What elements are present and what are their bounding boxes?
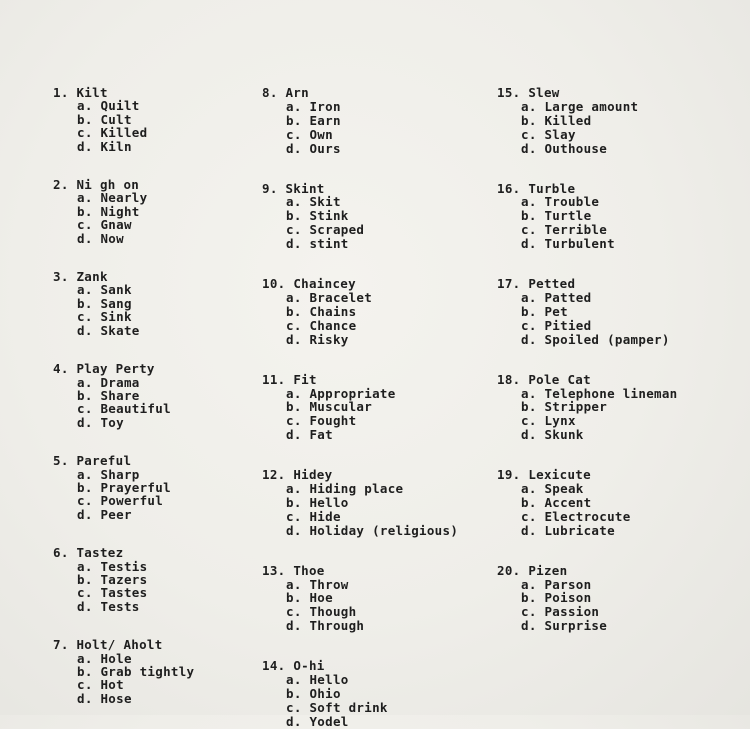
question-18 — [497, 373, 678, 443]
question-6 — [53, 546, 194, 613]
option-c: c. Electrocute — [521, 508, 631, 524]
option-a: a. Quilt — [77, 98, 140, 114]
option-b: b. Stink — [286, 208, 349, 224]
question-term: Fit — [293, 371, 317, 387]
option-b: b. Poison — [521, 590, 592, 606]
question-number: 11. — [262, 371, 286, 387]
option-b: b. Hoe — [286, 590, 333, 606]
option-d: d. Risky — [286, 331, 349, 347]
option-b: b. Grab tightly — [77, 664, 195, 679]
question-14 — [262, 659, 458, 729]
question-term: Skint — [285, 180, 325, 196]
option-d: d. Outhouse — [521, 140, 608, 156]
option-a: a. Hello — [286, 672, 349, 688]
option-b: b. Prayerful — [77, 479, 171, 495]
option-a: a. Sank — [77, 282, 132, 298]
option-list — [53, 468, 194, 522]
option-list — [262, 387, 458, 443]
question-title — [262, 564, 458, 578]
option-d: d. Through — [286, 618, 365, 634]
question-title — [497, 564, 678, 578]
question-number: 14. — [262, 658, 286, 674]
column-3 — [497, 86, 678, 633]
option-d: d. Spoiled (pamper) — [521, 331, 670, 347]
option-d: d. Surprise — [521, 618, 608, 634]
question-number: 20. — [497, 562, 521, 578]
question-term: Slew — [528, 85, 560, 100]
option-d: d. Skunk — [521, 427, 584, 443]
option-b: b. Share — [77, 387, 140, 403]
option-list — [497, 195, 678, 251]
question-term: Pole Cat — [528, 371, 591, 387]
option-c: c. Pitied — [521, 317, 592, 333]
option-b: b. Killed — [521, 112, 592, 128]
question-title — [262, 277, 458, 291]
option-a: a. Drama — [77, 374, 140, 390]
question-term: O-hi — [293, 658, 325, 674]
option-a: a. Large amount — [521, 98, 639, 114]
question-title — [497, 373, 678, 387]
option-c: c. Hot — [77, 677, 124, 693]
question-19 — [497, 468, 678, 538]
question-number: 2. — [53, 177, 69, 193]
column-1 — [53, 86, 194, 705]
option-d: d. Toy — [77, 414, 124, 430]
option-c: c. Though — [286, 604, 357, 620]
question-title — [53, 454, 194, 467]
question-9 — [262, 182, 458, 252]
option-d: d. Peer — [77, 506, 132, 522]
option-a: a. Skit — [286, 194, 341, 210]
question-8 — [262, 86, 458, 156]
question-20 — [497, 564, 678, 634]
question-number: 10. — [262, 276, 286, 292]
question-number: 16. — [497, 180, 521, 196]
option-c: c. Gnaw — [77, 217, 132, 233]
option-b: b. Sang — [77, 295, 132, 311]
question-10 — [262, 277, 458, 347]
question-number: 5. — [53, 453, 69, 469]
option-d: d. Kiln — [77, 138, 132, 154]
question-number: 9. — [262, 180, 278, 196]
option-d: d. Yodel — [286, 713, 349, 729]
option-d: d. Turbulent — [521, 236, 615, 252]
option-c: c. Tastes — [77, 585, 148, 601]
question-term: Turble — [528, 180, 576, 196]
option-list — [262, 482, 458, 538]
option-c: c. Slay — [521, 126, 576, 142]
question-title — [497, 277, 678, 291]
question-15 — [497, 86, 678, 156]
question-number: 8. — [262, 85, 278, 100]
option-c: c. Chance — [286, 317, 357, 333]
question-11 — [262, 373, 458, 443]
option-b: b. Ohio — [286, 686, 341, 701]
option-b: b. Tazers — [77, 571, 148, 587]
question-term: Pareful — [76, 453, 132, 469]
option-c: c. Scraped — [286, 222, 365, 238]
option-a: a. Telephone lineman — [521, 385, 678, 401]
option-a: a. Bracelet — [286, 289, 373, 305]
question-2 — [53, 178, 194, 245]
question-term: Chaincey — [293, 276, 356, 292]
option-b: b. Hello — [286, 494, 349, 510]
option-d: d. Lubricate — [521, 522, 615, 538]
option-a: a. Sharp — [77, 466, 140, 482]
question-term: Zank — [76, 269, 108, 285]
option-c: c. Lynx — [521, 413, 576, 429]
option-list — [497, 482, 678, 538]
option-c: c. Own — [286, 126, 333, 142]
question-term: Lexicute — [528, 467, 591, 483]
question-number: 13. — [262, 562, 286, 578]
question-17 — [497, 277, 678, 347]
option-b: b. Accent — [521, 494, 592, 510]
option-d: d. Now — [77, 230, 124, 246]
option-a: a. Throw — [286, 576, 349, 592]
question-13 — [262, 564, 458, 634]
question-term: Kilt — [76, 85, 108, 100]
question-title — [262, 659, 458, 673]
option-list — [262, 578, 458, 634]
option-b: b. Earn — [286, 112, 341, 128]
option-list — [53, 652, 194, 706]
question-term: Play Perty — [76, 361, 155, 377]
option-d: d. stint — [286, 236, 349, 252]
question-7 — [53, 638, 194, 705]
question-1 — [53, 86, 194, 153]
option-a: a. Speak — [521, 481, 584, 497]
option-c: c. Fought — [286, 413, 357, 429]
option-b: b. Night — [77, 203, 140, 219]
question-number: 6. — [53, 545, 69, 561]
option-a: a. Patted — [521, 289, 592, 305]
question-title — [262, 468, 458, 482]
option-b: b. Turtle — [521, 208, 592, 224]
question-title — [262, 182, 458, 196]
question-number: 18. — [497, 371, 521, 387]
option-c: c. Killed — [77, 125, 148, 141]
option-d: d. Holiday (religious) — [286, 522, 459, 538]
question-number: 1. — [53, 85, 69, 100]
question-title — [53, 270, 194, 283]
option-list — [497, 387, 678, 443]
question-title — [53, 86, 194, 99]
option-list — [497, 578, 678, 634]
option-a: a. Hiding place — [286, 481, 404, 497]
option-a: a. Trouble — [521, 194, 600, 210]
option-c: c. Hide — [286, 508, 341, 524]
option-list — [262, 100, 458, 156]
question-12 — [262, 468, 458, 538]
option-d: d. Fat — [286, 427, 333, 443]
question-number: 15. — [497, 85, 521, 100]
option-b: b. Chains — [286, 303, 357, 319]
option-list — [262, 291, 458, 347]
question-title — [497, 468, 678, 482]
question-title — [262, 373, 458, 387]
option-list — [262, 673, 458, 729]
option-d: d. Tests — [77, 598, 140, 614]
question-title — [262, 86, 458, 100]
option-c: c. Sink — [77, 309, 132, 325]
question-16 — [497, 182, 678, 252]
question-term: Petted — [528, 276, 576, 292]
question-5 — [53, 454, 194, 521]
option-a: a. Hole — [77, 650, 132, 666]
question-term: Arn — [285, 85, 309, 100]
option-b: b. Cult — [77, 111, 132, 127]
question-title — [53, 638, 194, 651]
option-b: b. Stripper — [521, 399, 608, 415]
column-2 — [262, 86, 458, 729]
option-a: a. Nearly — [77, 190, 148, 206]
question-number: 19. — [497, 467, 521, 483]
option-a: a. Testis — [77, 558, 148, 574]
option-d: d. Skate — [77, 322, 140, 338]
question-3 — [53, 270, 194, 337]
question-title — [53, 546, 194, 559]
option-b: b. Muscular — [286, 399, 373, 415]
question-number: 3. — [53, 269, 69, 285]
question-number: 7. — [53, 637, 69, 653]
option-a: a. Appropriate — [286, 385, 396, 401]
option-list — [262, 195, 458, 251]
option-list — [497, 291, 678, 347]
option-list — [497, 100, 678, 156]
option-d: d. Hose — [77, 690, 132, 706]
option-list — [53, 191, 194, 245]
option-list — [53, 560, 194, 614]
question-term: Pizen — [528, 562, 568, 578]
option-a: a. Iron — [286, 98, 341, 114]
option-list — [53, 376, 194, 430]
option-c: c. Powerful — [77, 493, 164, 509]
option-c: c. Beautiful — [77, 401, 171, 417]
question-title — [53, 178, 194, 191]
question-title — [497, 86, 678, 100]
question-term: Holt/ Aholt — [76, 637, 163, 653]
question-term: Tastez — [76, 545, 124, 561]
option-a: a. Parson — [521, 576, 592, 592]
question-term: Ni gh on — [76, 177, 140, 193]
question-number: 17. — [497, 276, 521, 292]
question-4 — [53, 362, 194, 429]
option-c: c. Passion — [521, 604, 600, 620]
question-title — [497, 182, 678, 196]
option-b: b. Pet — [521, 303, 568, 319]
option-list — [53, 99, 194, 153]
question-term: Thoe — [293, 562, 325, 578]
option-c: c. Soft drink — [286, 699, 388, 715]
option-c: c. Terrible — [521, 222, 608, 238]
question-number: 12. — [262, 467, 286, 483]
question-term: Hidey — [293, 467, 333, 483]
question-title — [53, 362, 194, 375]
question-number: 4. — [53, 361, 69, 377]
option-list — [53, 283, 194, 337]
option-d: d. Ours — [286, 140, 341, 156]
